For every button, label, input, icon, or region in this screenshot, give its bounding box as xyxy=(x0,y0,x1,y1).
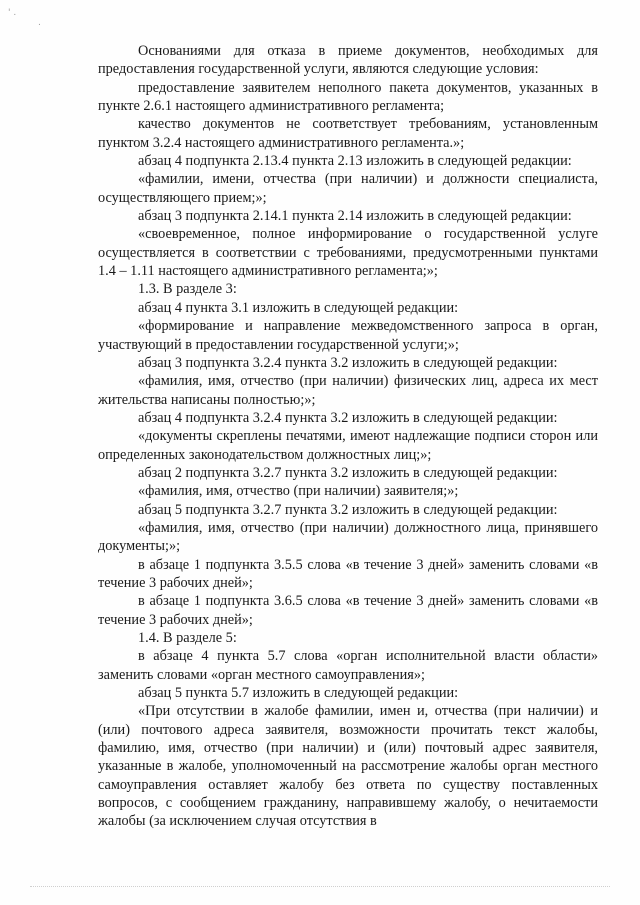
paragraph: «своевременное, полное информирование о государственной услуге осуществляется в соответствии с требованиями, предусмотренными пунктами 1.4 – 1.11 настоящего административного регламента;»; xyxy=(98,226,598,280)
paragraph: в абзаце 1 подпункта 3.5.5 слова «в течение 3 дней» заменить словами «в течение 3 рабочих дней»; xyxy=(98,556,598,591)
paragraph: «фамилии, имени, отчества (при наличии) и должности специалиста, осуществляющего прием;»; xyxy=(98,171,598,206)
paragraph: «При отсутствии в жалобе фамилии, имен и, отчества (при наличии) и (или) почтового адреса заявителя, возможности прочитать текст жалобы, фамилию, имя, отчество (при наличии) и (или) почтовый адрес заявителя, указанные в жалобе, уполномоченный на рассмотрение жалобы орган местного самоуправления оставляет жалобу без ответа по существу поставленных вопросов, с сообщением гражданину, направившему жалобу, о нечитаемости жалобы (за исключением случая отсутствия в xyxy=(98,703,598,830)
paragraph: в абзаце 4 пункта 5.7 слова «орган исполнительной власти области» заменить словами «орган местного самоуправления»; xyxy=(98,648,598,683)
paragraph: абзац 3 подпункта 2.14.1 пункта 2.14 изложить в следующей редакции: xyxy=(138,208,572,225)
paragraph: абзац 3 подпункта 3.2.4 пункта 3.2 изложить в следующей редакции: xyxy=(138,354,558,371)
paragraph: абзац 2 подпункта 3.2.7 пункта 3.2 изложить в следующей редакции: xyxy=(138,464,558,481)
paragraph: Основаниями для отказа в приеме документов, необходимых для предоставления государственной услуги, являются следующие условия: xyxy=(98,43,598,78)
paragraph: абзац 4 пункта 3.1 изложить в следующей редакции: xyxy=(138,299,459,316)
paragraph: абзац 4 подпункта 2.13.4 пункта 2.13 изложить в следующей редакции: xyxy=(138,153,572,170)
paragraph: абзац 5 подпункта 3.2.7 пункта 3.2 изложить в следующей редакции: xyxy=(138,501,558,518)
paragraph: предоставление заявителем неполного пакета документов, указанных в пункте 2.6.1 настоящего административного регламента; xyxy=(98,79,598,115)
paragraph: качество документов не соответствует требованиям, установленным пунктом 3.2.4 настоящего административного регламента.»; xyxy=(98,116,598,151)
paragraph: абзац 5 пункта 5.7 изложить в следующей редакции: xyxy=(138,685,459,702)
paragraph: «фамилия, имя, отчество (при наличии) физических лиц, адреса их мест жительства написаны полностью;»; xyxy=(98,373,598,408)
document-body xyxy=(98,42,598,831)
paragraph: «фамилия, имя, отчество (при наличии) заявителя;»; xyxy=(138,483,459,500)
paragraph: в абзаце 1 подпункта 3.6.5 слова «в течение 3 дней» заменить словами «в течение 3 рабочих дней»; xyxy=(98,593,598,628)
paragraph: 1.3. В разделе 3: xyxy=(138,281,237,298)
paragraph: «документы скреплены печатями, имеют надлежащие подписи сторон или определенных законодательством должностных лиц;»; xyxy=(98,428,598,463)
paragraph: абзац 4 подпункта 3.2.4 пункта 3.2 изложить в следующей редакции: xyxy=(138,409,558,426)
paragraph: «формирование и направление межведомственного запроса в орган, участвующий в предоставлении государственной услуги;»; xyxy=(98,318,598,353)
paragraph: 1.4. В разделе 5: xyxy=(138,630,237,646)
paragraph: «фамилия, имя, отчество (при наличии) должностного лица, принявшего документы;»; xyxy=(98,519,598,555)
scan-artifact-line xyxy=(30,886,610,888)
scan-speck: ' . xyxy=(8,8,17,18)
scan-speck: . xyxy=(38,18,41,28)
